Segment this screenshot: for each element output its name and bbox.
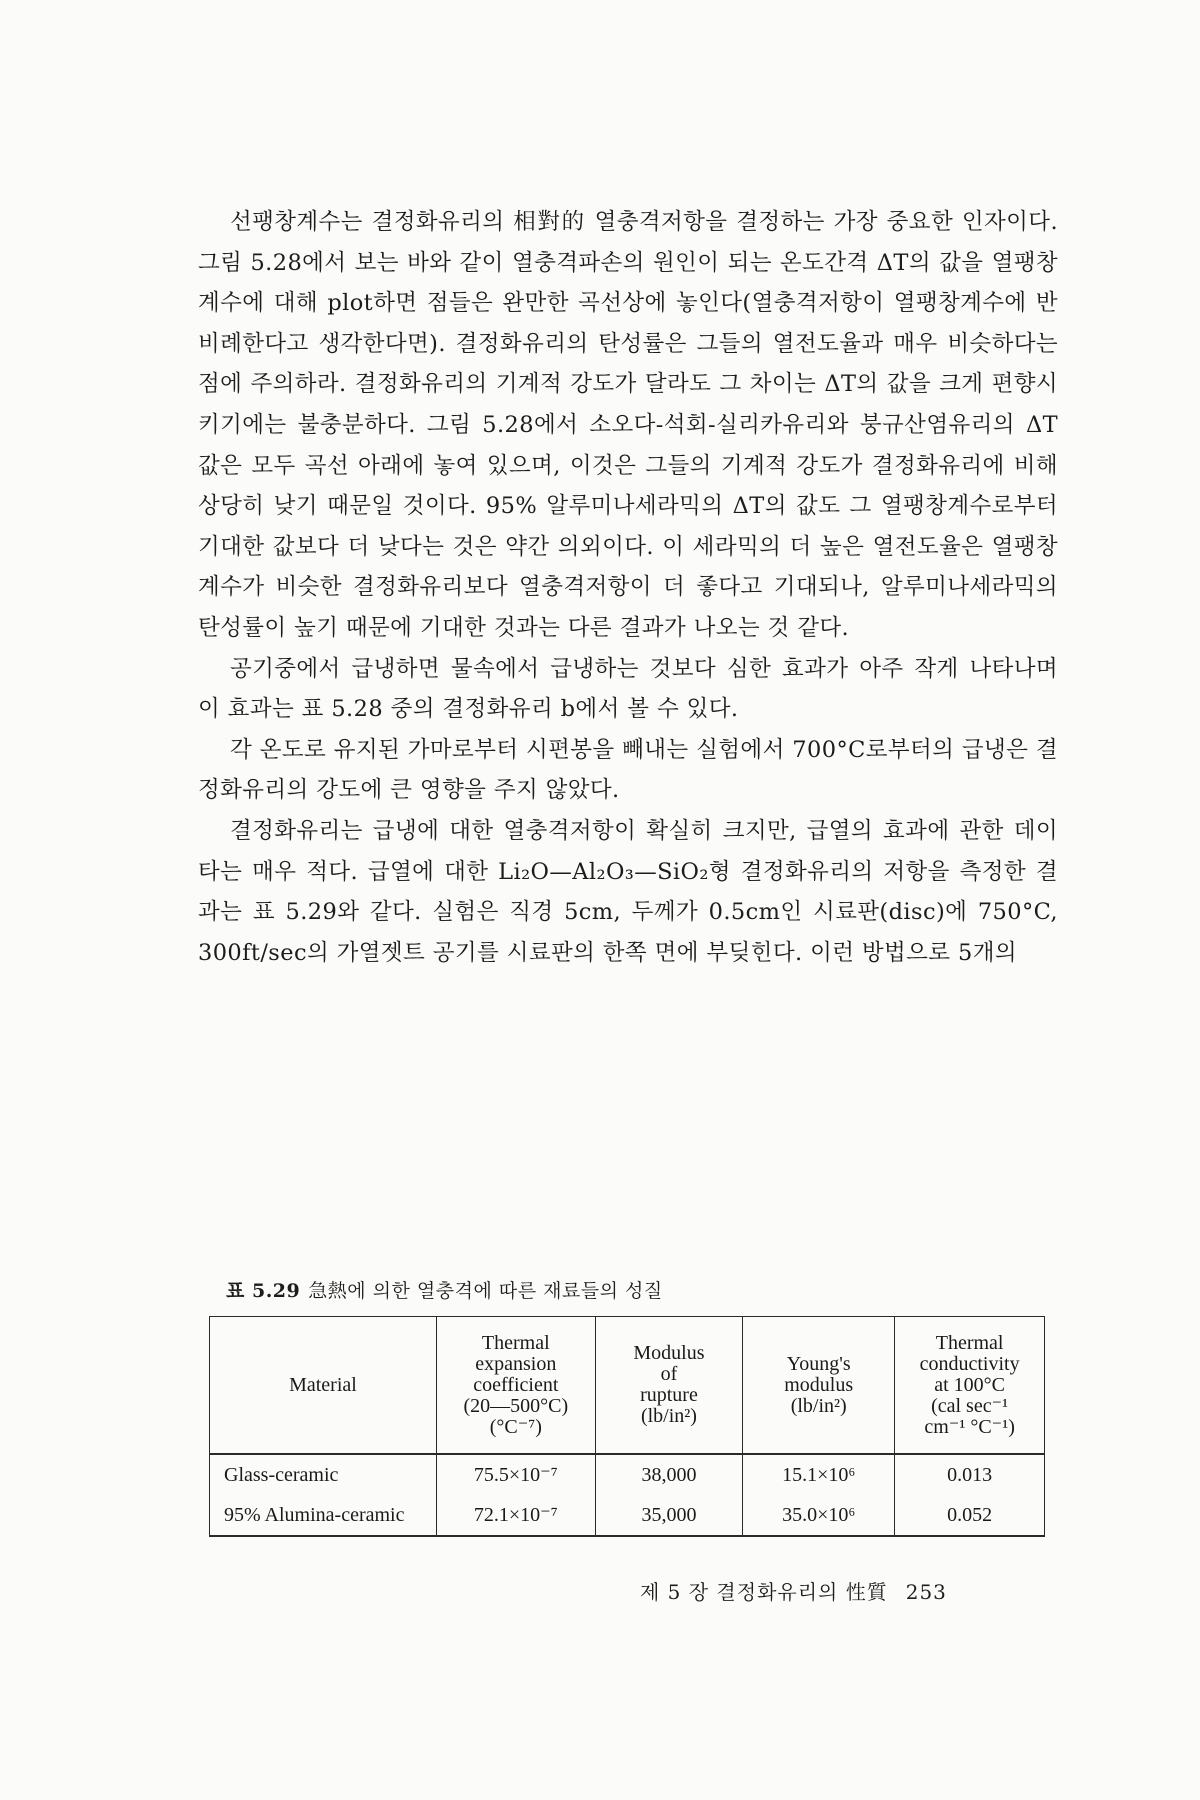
table-caption-text: 急熱에 의한 열충격에 따른 재료들의 성질 bbox=[308, 1280, 663, 1302]
cell-material: 95% Alumina-ceramic bbox=[210, 1495, 437, 1536]
page-footer bbox=[640, 1576, 947, 1605]
cell-expansion: 75.5×10⁻⁷ bbox=[436, 1454, 595, 1495]
cell-conductivity: 0.052 bbox=[895, 1495, 1045, 1536]
cell-material: Glass-ceramic bbox=[210, 1454, 437, 1495]
header-expansion: Thermal expansion coefficient (20—500°C) (°C⁻⁷) bbox=[436, 1317, 595, 1455]
table-row bbox=[210, 1454, 1045, 1495]
cell-rupture: 35,000 bbox=[595, 1495, 742, 1536]
header-rupture: Modulus of rupture (lb/in²) bbox=[595, 1317, 742, 1455]
paragraph: 결정화유리는 급냉에 대한 열충격저항이 확실히 크지만, 급열의 효과에 관한 데이타는 매우 적다. 급열에 대한 Li₂O—Al₂O₃—SiO₂형 결정화유리의 저항을 측정한 결과는 표 5.29와 같다. 실험은 직경 5cm, 두께가 0.5cm인 시료판(disc)에 750°C, 300ft/sec의 가열젯트 공기를 시료판의 한쪽 면에 부딪힌다. 이런 방법으로 5개의 bbox=[198, 817, 1058, 966]
properties-table bbox=[209, 1316, 1045, 1537]
cell-young: 15.1×10⁶ bbox=[743, 1454, 895, 1495]
table-caption bbox=[226, 1276, 663, 1303]
cell-expansion: 72.1×10⁻⁷ bbox=[436, 1495, 595, 1536]
cell-rupture: 38,000 bbox=[595, 1454, 742, 1495]
cell-young: 35.0×10⁶ bbox=[743, 1495, 895, 1536]
body-text bbox=[198, 202, 1058, 973]
header-young: Young's modulus (lb/in²) bbox=[743, 1317, 895, 1455]
chapter-title: 제 5 장 결정화유리의 性質 bbox=[640, 1580, 888, 1604]
page-number: 253 bbox=[905, 1580, 947, 1604]
paragraph: 공기중에서 급냉하면 물속에서 급냉하는 것보다 심한 효과가 아주 작게 나타나며 이 효과는 표 5.28 중의 결정화유리 b에서 볼 수 있다. bbox=[198, 655, 1058, 723]
table-header-row bbox=[210, 1317, 1045, 1455]
paragraph: 선팽창계수는 결정화유리의 相對的 열충격저항을 결정하는 가장 중요한 인자이다. 그림 5.28에서 보는 바와 같이 열충격파손의 원인이 되는 온도간격 ΔT의 값을 열팽창계수에 대해 plot하면 점들은 완만한 곡선상에 놓인다(열충격저항이 열팽창계수에 반비례한다고 생각한다면). 결정화유리의 탄성률은 그들의 열전도율과 매우 비슷하다는 점에 주의하라. 결정화유리의 기계적 강도가 달라도 그 차이는 ΔT의 값을 크게 편향시키기에는 불충분하다. 그림 5.28에서 소오다-석회-실리카유리와 붕규산염유리의 ΔT값은 모두 곡선 아래에 놓여 있으며, 이것은 그들의 기계적 강도가 결정화유리에 비해 상당히 낮기 때문일 것이다. 95% 알루미나세라믹의 ΔT의 값도 그 열팽창계수로부터 기대한 값보다 더 낮다는 것은 약간 의외이다. 이 세라믹의 더 높은 열전도율은 열팽창계수가 비슷한 결정화유리보다 열충격저항이 더 좋다고 기대되나, 알루미나세라믹의 탄성률이 높기 때문에 기대한 것과는 다른 결과가 나오는 것 같다. bbox=[198, 209, 1058, 641]
cell-conductivity: 0.013 bbox=[895, 1454, 1045, 1495]
header-conductivity: Thermal conductivity at 100°C (cal sec⁻¹ cm⁻¹ °C⁻¹) bbox=[895, 1317, 1045, 1455]
header-material: Material bbox=[210, 1317, 437, 1455]
paragraph: 각 온도로 유지된 가마로부터 시편봉을 빼내는 실험에서 700°C로부터의 급냉은 결정화유리의 강도에 큰 영향을 주지 않았다. bbox=[198, 736, 1058, 804]
table-caption-number: 표 5.29 bbox=[226, 1280, 301, 1302]
table-row bbox=[210, 1495, 1045, 1536]
